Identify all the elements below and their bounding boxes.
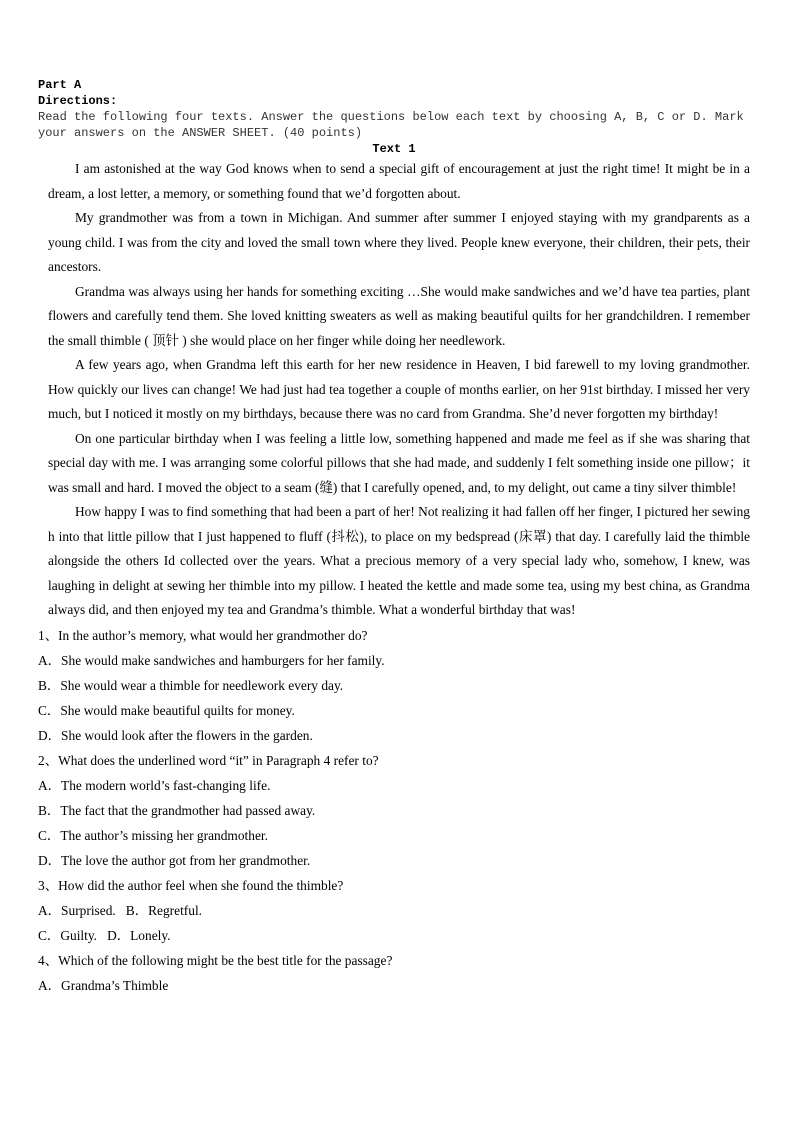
option: D．She would look after the flowers in the garden. — [38, 727, 313, 743]
directions-text-line2: your answers on the ANSWER SHEET. (40 points) — [38, 126, 363, 140]
directions-text-line1: Read the following four texts. Answer the questions below each text by choosing A, B, C or D. Mark — [38, 110, 744, 124]
question-4: 4、Which of the following might be the best title for the passage? — [38, 952, 393, 968]
directions-label: Directions: — [38, 94, 118, 108]
part-label: Part A — [38, 78, 82, 92]
paragraph: Grandma was always using her hands for something exciting …She would make sandwiches and we’d have tea parties, plant flowers and carefully tend them. She loved knitting sweaters as well as making beautiful quilts for her grandchildren. I remember the small thimble ( 顶针 ) she would place on her finger while doing her needlework. — [48, 283, 750, 348]
option: B．The fact that the grandmother had passed away. — [38, 802, 316, 818]
paragraph: On one particular birthday when I was feeling a little low, something happened and made me feel as if she was sharing that special day with me. I was arranging some colorful pillows that she had made, and suddenly I felt something inside one pillow；it was small and hard. I moved the object to a seam (缝) that I carefully opened, and, to my delight, out came a tiny silver thimble! — [48, 430, 750, 495]
option: D．The love the author got from her grandmother. — [38, 852, 311, 868]
text-title: Text 1 — [372, 142, 416, 156]
paragraph: A few years ago, when Grandma left this earth for her new residence in Heaven, I bid farewell to my loving grandmother. How quickly our lives can change! We had just had tea together a couple of months earlier, on her 91st birthday. I missed her very much, but I noticed it mostly on my birthdays, because there was no card from Grandma. She’d never forgotten my birthday! — [48, 357, 750, 421]
directions-header — [38, 77, 764, 157]
question-1: 1、In the author’s memory, what would her grandmother do? — [38, 627, 368, 643]
option: B．She would wear a thimble for needlework every day. — [38, 677, 344, 693]
paragraph: My grandmother was from a town in Michigan. And summer after summer I enjoyed staying with my grandparents as a young child. I was from the city and loved the small town where they lived. People knew everyone, their children, their pets, their ancestors. — [48, 210, 750, 274]
option: A．The modern world’s fast-changing life. — [38, 777, 271, 793]
option: A．Surprised. B．Regretful. — [38, 902, 203, 918]
paragraph: How happy I was to find something that had been a part of her! Not realizing it had fallen off her finger, I pictured her sewing h into that little pillow that I just happened to fluff (抖松), to place on my bedspread (床罩) that day. I carefully laid the thimble alongside the others Id collected over the years. What a precious memory of a very special lady who, somehow, I knew, was laughing in delight at sewing her thimble into my pillow. I heated the kettle and made some tea, using my best china, as Grandma always did, and then enjoyed my tea and Grandma’s thimble. What a wonderful birthday that was! — [48, 504, 750, 617]
passage — [48, 157, 750, 623]
paragraph: I am astonished at the way God knows when to send a special gift of encouragement at just the right time! It might be in a dream, a lost letter, a memory, or something found that we’d forgotten about. — [48, 161, 750, 201]
question-3: 3、How did the author feel when she found the thimble? — [38, 877, 344, 893]
option: A．Grandma’s Thimble — [38, 977, 169, 993]
option: C．Guilty. D．Lonely. — [38, 927, 171, 943]
option: C．The author’s missing her grandmother. — [38, 827, 268, 843]
questions — [38, 623, 758, 998]
option: A．She would make sandwiches and hamburgers for her family. — [38, 652, 385, 668]
option: C．She would make beautiful quilts for money. — [38, 702, 295, 718]
question-2: 2、What does the underlined word “it” in Paragraph 4 refer to? — [38, 752, 379, 768]
